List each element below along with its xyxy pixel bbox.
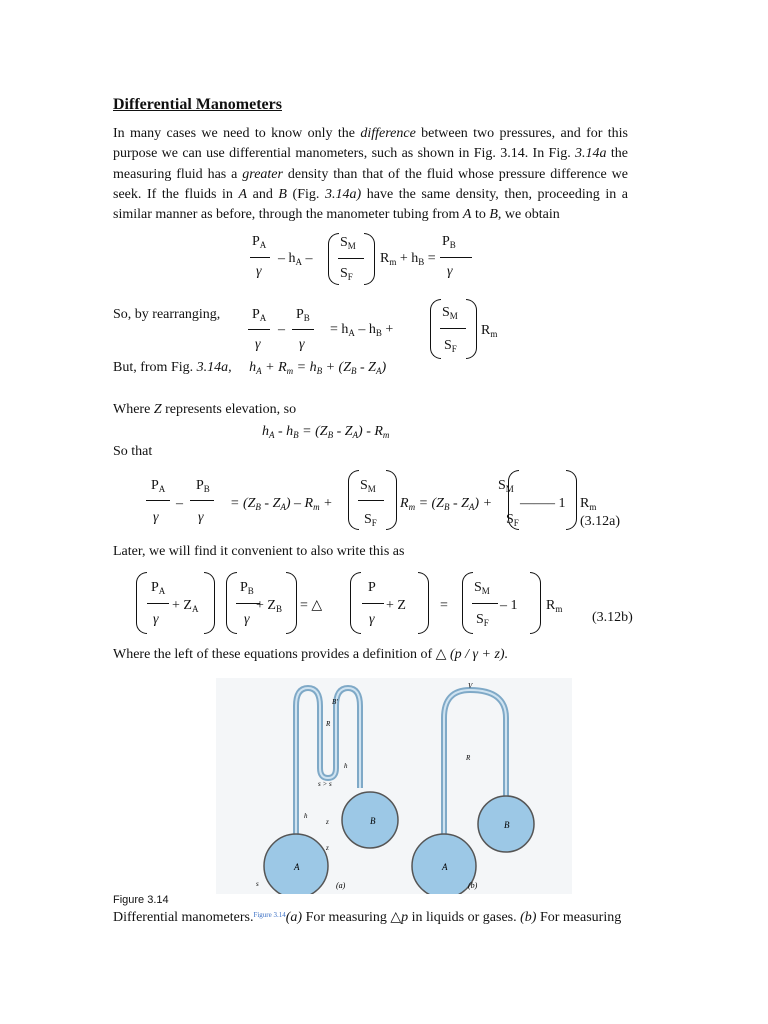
text-run: have the same density, then, proceeding in a similar manner as before, through the manometer tubing from [113, 186, 629, 223]
paren-right [530, 572, 541, 634]
fraction-bar [472, 603, 498, 604]
eq5-plus-za: + $Z_A$ [172, 598, 199, 614]
manometer-figure [216, 678, 572, 894]
fraction-bar [190, 500, 214, 501]
paren-left [350, 572, 361, 634]
paren-right [386, 470, 397, 530]
eq5-plus-z: + Z [386, 598, 406, 613]
eq1-sf: $S_F$ [340, 266, 353, 282]
eq2-pa: $P_A$ [252, 307, 267, 323]
eq4-sf2: $S_F$ [506, 512, 519, 528]
eq5-rm: $R_m$ [546, 598, 563, 614]
label-ha: h [304, 812, 308, 820]
text-run: greater [242, 166, 283, 182]
eq1-gamma: γ [256, 264, 262, 279]
paren-left [430, 299, 441, 359]
eq4-minus: – [176, 496, 183, 511]
fraction-bar [338, 258, 364, 259]
eq5-minus-one: – 1 [500, 598, 518, 613]
paren-left [328, 233, 339, 285]
eq1-sm: $S_M$ [340, 235, 356, 251]
eq2-rm: $R_m$ [481, 323, 498, 339]
figure-label: Figure 3.14 [113, 894, 169, 906]
fraction-bar [440, 257, 472, 258]
eq4-pb: $P_B$ [196, 478, 210, 494]
eq5-eq-delta: = △ [300, 598, 323, 613]
text-run: between two pressures, and for this purpose we can use differential manometers, such as shown in Fig. 3.14. In Fig. [113, 126, 628, 162]
text-run: we obtain [501, 207, 560, 223]
label-sf: s [256, 880, 259, 888]
label-rm: R [466, 754, 471, 762]
eq5-gamma: γ [369, 612, 375, 627]
eq4-gamma: γ [153, 510, 159, 525]
label-za: z [326, 844, 329, 852]
text-run: the measuring fluid has a [113, 146, 628, 182]
eq5-gamma: γ [244, 612, 250, 627]
label-condition: s > s [318, 780, 332, 788]
eq4-rm: $R_m$ [580, 496, 597, 512]
fraction-bar [440, 328, 466, 329]
but-line: But, from Fig. 3.14a, $h_A + R_m = h_B + (Z_B - Z_A)$ [113, 360, 387, 376]
eq1-minus-ha: – $h_A$ – [278, 251, 313, 267]
equation-3: $h_A - h_B = (Z_B - Z_A) - R_m$ [262, 424, 390, 440]
label-hb: h [344, 762, 348, 770]
eq4-gamma: γ [198, 510, 204, 525]
fraction-bar [248, 329, 270, 330]
later-line: Later, we will find it convenient to also write this as [113, 544, 405, 559]
fraction-bar [147, 603, 169, 604]
text-run: density than that of the fluid whose pressure difference we seek. If the fluids in [113, 166, 628, 202]
label-b: B [504, 820, 510, 830]
eq4-mid: = $(Z_B - Z_A) - R_m$ + [230, 496, 333, 512]
label-a: A [442, 862, 448, 872]
eq4-sf: $S_F$ [364, 512, 377, 528]
eq5-plus-zb: + $Z_B$ [256, 598, 282, 614]
paren-right [286, 572, 297, 634]
eq5-eq: = [440, 598, 448, 613]
eq1-rm-hb: $R_m + h_B$ = [380, 251, 436, 267]
eq2-pb: $P_B$ [296, 307, 310, 323]
text-run: 3.14a [575, 146, 607, 162]
so-that-label: So that [113, 444, 153, 459]
label-v: V [468, 682, 473, 690]
text-run: and [247, 186, 279, 202]
eq4-pa: $P_A$ [151, 478, 166, 494]
eq5-gamma: γ [153, 612, 159, 627]
text-run: In many cases we need to know only the [113, 126, 361, 141]
fraction-bar [358, 500, 384, 501]
text-run: B [278, 186, 287, 202]
label-b-prime: B' [332, 698, 338, 706]
eq4-sm: $S_M$ [360, 478, 376, 494]
eq5-p: P [368, 580, 376, 595]
text-run: difference [360, 126, 416, 141]
text-run: A [238, 186, 248, 202]
eq5-sf: $S_F$ [476, 612, 489, 628]
text-run: to [471, 207, 490, 223]
eq2-minus: – [278, 322, 285, 337]
eq5-sm: $S_M$ [474, 580, 490, 596]
equation-label-3-12b: (3.12b) [592, 610, 633, 625]
eq1-pb: $P_B$ [442, 234, 456, 250]
eq5-pa: $P_A$ [151, 580, 166, 596]
paren-left [136, 572, 147, 634]
figure-caption: Differential manometers.$^{Figure 3.14}$(a) For measuring △p in liquids or gases. (b) For measuring [113, 910, 622, 925]
eq2-gamma: γ [255, 337, 261, 352]
label-b-caption: (b) [468, 881, 478, 890]
fraction-bar [250, 257, 270, 258]
label-a: A [294, 862, 300, 872]
intro-paragraph [113, 124, 628, 225]
eq1-pa: $P_A$ [252, 234, 267, 250]
paren-right [364, 233, 375, 285]
paren-right [466, 299, 477, 359]
text-run: B, [489, 207, 502, 223]
eq4-sm2: $S_M$ [498, 478, 514, 494]
rearranging-label: So, by rearranging, [113, 307, 221, 322]
eq1-gamma: γ [447, 264, 453, 279]
label-a-caption: (a) [336, 881, 346, 890]
where-z-line: Where Z represents elevation, so [113, 402, 297, 417]
eq4-fraction-dash: —— [520, 496, 548, 511]
eq5-pb: $P_B$ [240, 580, 254, 596]
fraction-bar [362, 603, 384, 604]
paren-right [204, 572, 215, 634]
text-run: (Fig. [286, 186, 325, 202]
section-heading: Differential Manometers [113, 96, 282, 113]
paren-right [566, 470, 577, 530]
where-left-line: Where the left of these equations provides a definition of △ (p / γ + z). [113, 647, 509, 662]
text-run: A [462, 207, 472, 223]
eq2-sm: $S_M$ [442, 305, 458, 321]
fraction-bar [146, 500, 170, 501]
equation-label-3-12a: (3.12a) [580, 514, 621, 529]
eq4-minus-one: – 1 [548, 496, 566, 511]
eq2-rhs: = $h_A - h_B$ + [330, 322, 394, 338]
eq2-gamma: γ [299, 337, 305, 352]
label-zb: z [326, 818, 329, 826]
label-b: B [370, 816, 376, 826]
paren-right [418, 572, 429, 634]
text-run: 3.14a) [324, 186, 362, 202]
eq4-rhs: $R_m = (Z_B - Z_A)$ + [400, 496, 493, 512]
eq2-sf: $S_F$ [444, 338, 457, 354]
fraction-bar [292, 329, 314, 330]
label-rm: R [326, 720, 331, 728]
